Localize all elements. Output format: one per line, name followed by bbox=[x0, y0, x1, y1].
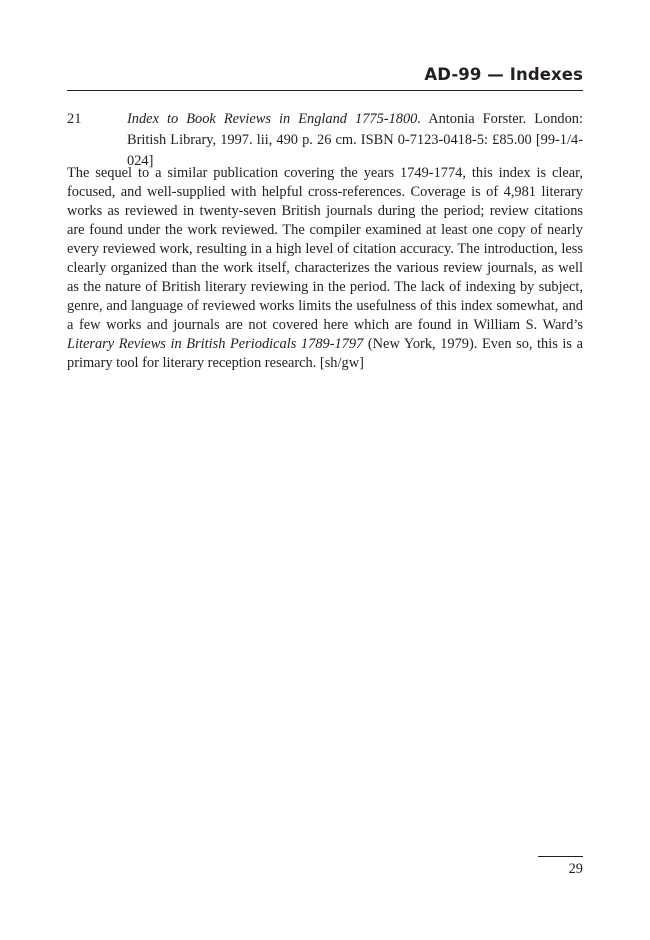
running-header bbox=[67, 64, 583, 91]
page-number: 29 bbox=[568, 861, 583, 877]
entry-title: Index to Book Reviews in England 1775-1800. bbox=[127, 111, 421, 127]
bibliographic-entry bbox=[67, 109, 583, 172]
header-title: AD-99 — Indexes bbox=[424, 65, 583, 84]
review-text-after: (New York, 1979). Even so, this is a primary tool for literary reception research. [sh/gw] bbox=[67, 336, 583, 371]
review-paragraph bbox=[67, 164, 583, 373]
entry-citation bbox=[127, 109, 583, 172]
entry-details: Antonia Forster. London: British Library, 1997. lii, 490 p. 26 cm. ISBN 0-7123-0418-5: £85.00 [99-1/4-024] bbox=[127, 111, 583, 169]
entry-number: 21 bbox=[67, 111, 82, 127]
review-text-before: The sequel to a similar publication covering the years 1749-1774, this index is clear, focused, and well-supplied with helpful cross-references. Coverage is of 4,981 literary works as reviewed in twenty-seven British journals during the period; review citations are found under the work reviewed. The compiler examined at least one copy of nearly every reviewed work, resulting in a high level of citation accuracy. The introduction, less clearly organized than the work itself, characterizes the various review journals, as well as the nature of British literary reviewing in the period. The lack of indexing by subject, genre, and language of reviewed works limits the usefulness of this index somewhat, and a few works and journals are not covered here which are found in William S. Ward’s bbox=[67, 165, 583, 333]
footer-rule bbox=[538, 856, 583, 857]
review-cited-title: Literary Reviews in British Periodicals 1789-1797 bbox=[67, 336, 364, 352]
